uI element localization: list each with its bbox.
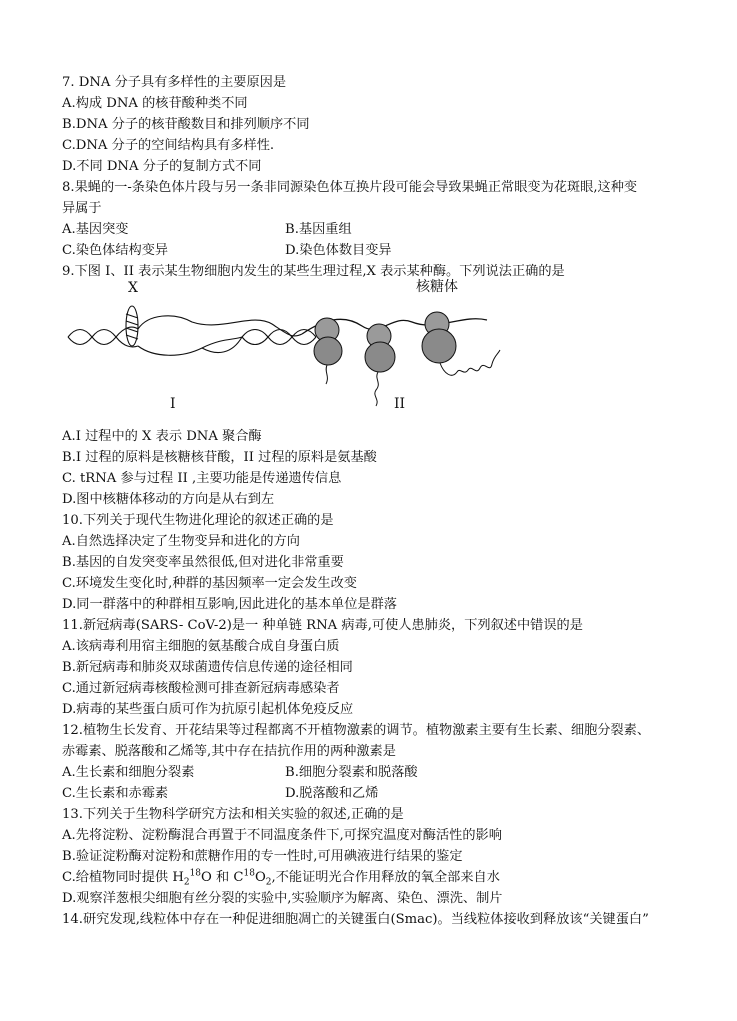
q13-c-pre: C.给植物同时提供 H: [62, 870, 184, 885]
q13-c-sup2: 18: [243, 868, 255, 879]
q12-option-c: C.生长素和赤霉素: [62, 786, 169, 801]
q10-option-a: A.自然选择决定了生物变异和进化的方向: [62, 534, 300, 549]
q14-stem: 14.研究发现,线粒体中存在一种促进细胞凋亡的关键蛋白(Smac)。当线粒体接收到释放该“关键蛋白”: [62, 912, 649, 927]
exam-page: [62, 72, 702, 930]
q10-option-c: C.环境发生变化时,种群的基因频率一定会发生改变: [62, 576, 357, 591]
q8-option-a: A.基因突变: [62, 222, 129, 237]
q8-stem-line2: 异属于: [62, 201, 102, 216]
q13-option-b: B.验证淀粉酶对淀粉和蔗糖作用的专一性时,可用碘液进行结果的鉴定: [62, 849, 463, 864]
q9-figure: [62, 279, 702, 418]
q11-option-c: C.通过新冠病毒核酸检测可排查新冠病毒感染者: [62, 681, 340, 696]
q12-options-row1: [62, 762, 702, 783]
q12-options-row2: [62, 783, 702, 804]
q13-c-sub1: 2: [183, 877, 190, 888]
q8-options-row2: [62, 240, 702, 261]
transcription-translation-diagram: [62, 284, 522, 418]
q9-option-b: B.I 过程的原料是核糖核苷酸，II 过程的原料是氨基酸: [62, 450, 377, 465]
q10-option-b: B.基因的自发突变率虽然很低,但对进化非常重要: [62, 555, 344, 570]
q12-option-a: A.生长素和细胞分裂素: [62, 765, 195, 780]
q7-option-a: A.构成 DNA 的核苷酸种类不同: [62, 96, 248, 111]
q9-stem: 9.下图 I、II 表示某生物细胞内发生的某些生理过程,X 表示某种酶。下列说法正确的是: [62, 264, 565, 279]
q13-c-post: ,不能证明光合作用释放的氧全部来自水: [271, 870, 500, 885]
dna-helix: [68, 316, 316, 355]
q8-option-c: C.染色体结构变异: [62, 243, 169, 258]
q8-options-row1: [62, 219, 702, 240]
q11-option-a: A.该病毒利用宿主细胞的氨基酸合成自身蛋白质: [62, 639, 340, 654]
q11-option-b: B.新冠病毒和肺炎双球菌遗传信息传递的途径相同: [62, 660, 353, 675]
q13-stem: 13.下列关于生物科学研究方法和相关实验的叙述,正确的是: [62, 807, 404, 822]
enzyme-x: [126, 306, 138, 346]
label-process-ii: II: [394, 396, 406, 412]
ribosomes: [314, 312, 456, 372]
q13-option-d: D.观察洋葱根尖细胞有丝分裂的实验中,实验顺序为解离、染色、漂洗、制片: [62, 891, 503, 906]
q11-option-d: D.病毒的某些蛋白质可作为抗原引起机体免疫反应: [62, 702, 354, 717]
q13-c-mid1: O 和 C: [201, 870, 244, 885]
q9-option-d: D.图中核糖体移动的方向是从右到左: [62, 492, 275, 507]
q8-option-d: D.染色体数目变异: [285, 243, 392, 258]
q8-option-b: B.基因重组: [285, 222, 352, 237]
q7-stem: 7. DNA 分子具有多样性的主要原因是: [62, 75, 287, 90]
q7-option-c: C.DNA 分子的空间结构具有多样性.: [62, 138, 275, 153]
q11-stem: 11.新冠病毒(SARS- CoV-2)是一 种单链 RNA 病毒,可使人患肺炎，下列叙述中错误的是: [62, 618, 583, 633]
label-ribosome: 核糖体: [416, 279, 458, 295]
q9-option-a: A.I 过程中的 X 表示 DNA 聚合酶: [62, 429, 262, 444]
q10-stem: 10.下列关于现代生物进化理论的叙述正确的是: [62, 513, 334, 528]
q12-stem-line1: 12.植物生长发育、开花结果等过程都离不开植物激素的调节。植物激素主要有生长素、细胞分裂素、: [62, 723, 651, 738]
q7-option-d: D.不同 DNA 分子的复制方式不同: [62, 159, 262, 174]
q9-option-c: C. tRNA 参与过程 II ,主要功能是传递遗传信息: [62, 471, 342, 486]
q13-option-c: [62, 867, 702, 888]
q13-c-sup1: 18: [189, 868, 202, 879]
q7-option-b: B.DNA 分子的核苷酸数目和排列顺序不同: [62, 117, 310, 132]
q13-c-mid2: O: [254, 870, 266, 885]
q8-stem-line1: 8.果蝇的一-条染色体片段与另一条非同源染色体互换片段可能会导致果蝇正常眼变为花斑眼,这种变: [62, 180, 638, 195]
q13-c-sub2: 2: [265, 877, 272, 888]
polypeptide-chains: [326, 350, 500, 406]
q10-option-d: D.同一群落中的种群相互影响,因此进化的基本单位是群落: [62, 597, 397, 612]
label-process-i: I: [170, 396, 176, 412]
q12-option-d: D.脱落酸和乙烯: [285, 786, 379, 801]
label-x: X: [128, 280, 138, 296]
q13-option-a: A.先将淀粉、淀粉酶混合再置于不同温度条件下,可探究温度对酶活性的影响: [62, 828, 502, 843]
q12-option-b: B.细胞分裂素和脱落酸: [285, 765, 418, 780]
q12-stem-line2: 赤霉素、脱落酸和乙烯等,其中存在拮抗作用的两种激素是: [62, 744, 396, 759]
